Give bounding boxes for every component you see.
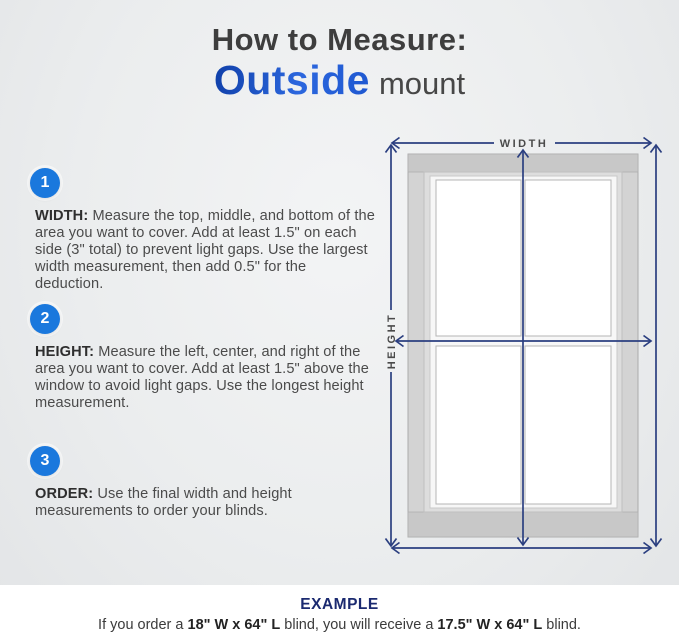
window-pane-bottom-left: [436, 346, 521, 504]
step-height: [28, 304, 380, 412]
step-body: Measure the top, middle, and bottom of the area you want to cover. Add at least 1.5" on each side (3" total) to prevent light gaps. Use the largest width measurement, then add 0.5" for the deduction.: [35, 208, 375, 292]
step-text: [35, 344, 377, 412]
step-order: [28, 446, 380, 520]
example-ordered-size: 18" W x 64" L: [187, 617, 281, 633]
example-suffix: blind.: [542, 617, 581, 633]
title-line1: How to Measure:: [211, 22, 468, 57]
step-text: [35, 208, 377, 293]
title-line2: [0, 56, 679, 103]
step-number-badge: 1: [30, 168, 60, 198]
window-pane-bottom-right: [525, 346, 611, 504]
window-pane-top-right: [525, 180, 611, 336]
step-label: HEIGHT:: [35, 344, 95, 360]
step-label: WIDTH:: [35, 208, 89, 224]
width-label: WIDTH: [499, 138, 549, 150]
window-diagram-svg: [370, 120, 679, 600]
example-sentence: [0, 617, 679, 633]
title-suffix: mount: [378, 65, 466, 101]
title-highlight: Outside: [213, 56, 370, 103]
example-heading: EXAMPLE: [300, 596, 379, 613]
step-number-badge: 2: [30, 304, 60, 334]
step-text: [35, 486, 377, 520]
page-title: [0, 24, 679, 102]
example-prefix: If you order a: [98, 617, 188, 633]
step-body: Measure the left, center, and right of the area you want to cover. Add at least 1.5" above the window to avoid light gaps. Use the longest height measurement.: [35, 344, 369, 411]
window-diagram: [370, 120, 679, 600]
example-footer: [0, 585, 679, 644]
step-label: ORDER:: [35, 486, 94, 502]
step-width: [28, 168, 380, 293]
height-label: HEIGHT: [386, 312, 398, 370]
example-received-size: 17.5" W x 64" L: [437, 617, 543, 633]
step-body: Use the final width and height measurements to order your blinds.: [35, 486, 292, 519]
step-number-badge: 3: [30, 446, 60, 476]
example-middle: blind, you will receive a: [280, 617, 438, 633]
window-pane-top-left: [436, 180, 521, 336]
